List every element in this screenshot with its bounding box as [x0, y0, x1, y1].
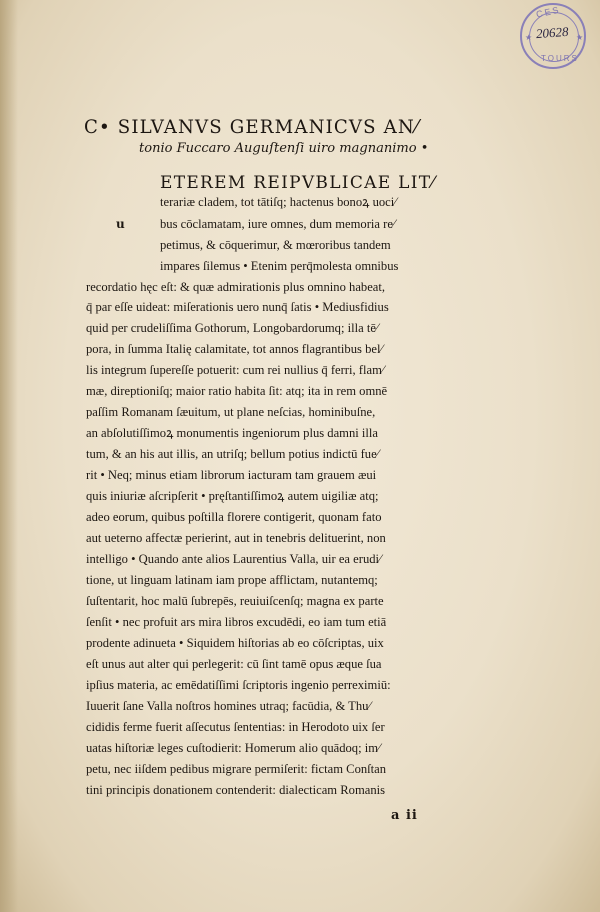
text-line: intelligo • Quando ante alios Laurentius Valla, uir ea erudi⁄: [86, 552, 382, 566]
text-line: adeo eorum, quibus poſtilla florere contigerit, quonam fato: [86, 510, 382, 524]
text-line: quid per crudeliſſima Gothorum, Longobardorumq; illa tē⁄: [86, 321, 379, 335]
incipit-line: ETEREM REIPVBLICAE LIT⁄: [160, 173, 436, 193]
initial-guide-letter: u: [116, 217, 125, 231]
text-line: paſſim Romanam ſæuitum, ut plane neſcias, hominibuſne,: [86, 405, 376, 419]
text-line: uatas hiſtoriæ leges cuſtodierit: Homerum alio quādoq; im⁄: [86, 741, 381, 755]
dedication-subheading: tonio Fuccaro Auguſtenſi uiro magnanimo •: [139, 141, 429, 156]
text-line: prodente adinueta • Siquidem hiſtorias ab eo cōſcriptas, uix: [86, 636, 384, 650]
text-line: quis iniuriæ aſcripſerit • pręſtantiſſimoꝝ autem uigiliæ atq;: [86, 489, 379, 503]
text-line: ipſius materia, ac emēdatiſſimi ſcriptoris ingenio perreximiū:: [86, 678, 391, 692]
text-line: eſt unus aut alter qui perlegerit: cū ſint tamē opus æque ſua: [86, 657, 382, 671]
stamp-bottom-text: TOURS: [541, 54, 579, 63]
text-line: impares ſilemus • Etenim perq̄molesta omnibus: [160, 259, 399, 273]
text-line: ſenſit • nec profuit ars mira libros excudēdi, eo iam tum etiā: [86, 615, 387, 629]
text-line: aut ueterno affectæ perierint, aut in tenebris delituerint, non: [86, 531, 386, 545]
text-line: tum, & an his aut illis, an utriſq; bellum potius indictū fue⁄: [86, 447, 379, 461]
text-line: tione, ut linguam latinam iam prope afflictam, nutantemq;: [86, 573, 378, 587]
text-line: terariæ cladem, tot tātiſq; hactenus bonoꝝ uoci⁄: [160, 195, 397, 209]
text-line: cididis ferme fuerit aſſecutus ſententias: in Herodoto uix ſer: [86, 720, 385, 734]
signature-mark: a ii: [391, 808, 418, 823]
text-line: tini principis donationem contenderit: dialecticam Romanis: [86, 783, 386, 797]
text-line: Iuuerit ſane Valla noſtros homines utraq; facūdia, & Thu⁄: [86, 699, 371, 713]
stamp-top-text: CES: [535, 4, 562, 20]
text-line: ſuſtentarit, hoc malū ſubrepēs, reuiuiſcenſq; magna ex parte: [86, 594, 384, 608]
stamp-star-icon: ★: [576, 33, 584, 42]
text-line: petu, nec iiſdem pedibus migrare permiſerit: fictam Conſtan: [86, 762, 387, 776]
text-line: pora, in ſumma Italię calamitate, tot annos flagrantibus bel⁄: [86, 342, 383, 356]
text-line: q̄ par eſſe uideat: miſerationis uero nunq̄ ſatis • Mediusfidius: [86, 300, 389, 314]
stamp-shelfmark: 20628: [535, 23, 569, 42]
text-line: petimus, & cōquerimur, & mœroribus tandem: [160, 238, 391, 252]
text-line: bus cōclamatam, iure omnes, dum memoria re⁄: [160, 217, 396, 231]
text-line: rit • Neq; minus etiam librorum iacturam tam grauem æui: [86, 468, 377, 482]
text-line: mæ, direptioniſq; maior ratio habita ſit: atq; ita in rem omnē: [86, 384, 388, 398]
text-line: lis integrum ſupereſſe potuerit: cum rei nullius q̄ ferri, flam⁄: [86, 363, 384, 377]
text-line: recordatio hęc eſt: & quæ admirationis plus omnino habeat,: [86, 280, 386, 294]
dedication-heading: C• SILVANVS GERMANICVS AN⁄: [84, 116, 420, 138]
text-line: an abſolutiſſimoꝝ monumentis ingeniorum plus damni illa: [86, 426, 379, 440]
stamp-star-icon: ★: [525, 33, 533, 42]
